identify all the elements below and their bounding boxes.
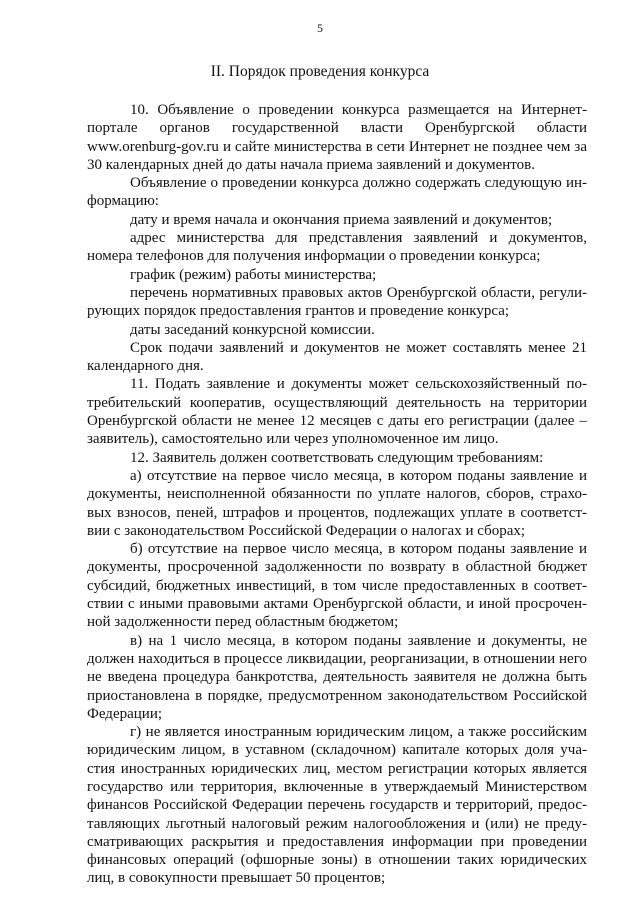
paragraph: адрес министерства для представления заявлений и документов, номера телефонов для получения информации о проведении конкурса; <box>87 230 587 265</box>
section-heading: II. Порядок проведения конкурса <box>210 63 430 80</box>
paragraph: даты заседаний конкурсной комиссии. <box>130 321 375 338</box>
paragraph: Объявление о проведении конкурса должно содержать следующую информацию: <box>87 175 587 210</box>
page-number: 5 <box>317 21 323 35</box>
paragraph: Срок подачи заявлений и документов не может составлять менее 21 календарного дня. <box>87 339 587 375</box>
paragraph: 11. Подать заявление и документы может сельскохозяйственный потребительский кооператив, осуществляющий деятельность на территории Оренбургской области не менее 12 месяцев с даты его регистрации (далее – заявитель), самостоятельно или через уполномоченное им лицо. <box>87 376 587 448</box>
paragraph: 12. Заявитель должен соответствовать следующим требованиям: <box>130 449 544 466</box>
paragraph: г) не является иностранным юридическим лицом, а также российским юридическим лицом, в уставном (складочном) капитале которых доля участия иностранных юридических лиц, местом регистрации которых является государство или территория, включенные в утверждаемый Министерством финансов Российской Федерации перечень государств и территорий, предоставляющих льготный налоговый режим налогообложения и (или) не предусматривающих раскрытия и предоставления информации при проведении финансовых операций (офшорные зоны) в отношении таких юридических лиц, в совокупности превышает 50 процентов; <box>87 724 587 887</box>
paragraph: перечень нормативных правовых актов Оренбургской области, регулирующих порядок предоставления грантов и проведение конкурса; <box>87 284 587 320</box>
paragraph: а) отсутствие на первое число месяца, в котором поданы заявление и документы, неисполненной обязанности по уплате налогов, сборов, страховых взносов, пеней, штрафов и процентов, подлежащих уплате в соответствии с законодательством Российской Федерации о налогах и сборах; <box>87 467 587 539</box>
paragraph: б) отсутствие на первое число месяца, в котором поданы заявление и документы, просроченной задолженности по возврату в областной бюджет субсидий, бюджетных инвестиций, в том числе предоставленных в соответствии с иными правовыми актами Оренбургской области, и иной просроченной задолженности перед областным бюджетом; <box>87 541 587 631</box>
paragraph: 10. Объявление о проведении конкурса размещается на Интернет-портале органов государственной власти Оренбургской области www.orenburg-gov.ru и сайте министерства в сети Интернет не позднее чем за 30 календарных дней до даты начала приема заявлений и документов. <box>87 102 587 173</box>
paragraph: дату и время начала и окончания приема заявлений и документов; <box>130 211 553 228</box>
paragraph: в) на 1 число месяца, в котором поданы заявление и документы, не должен находиться в процессе ликвидации, реорганизации, в отношении него не введена процедура банкротства, деятельность заявителя не должна быть приостановлена в порядке, предусмотренном законодательством Российской Федерации; <box>87 632 587 722</box>
document-body <box>87 101 587 888</box>
paragraph: график (режим) работы министерства; <box>130 266 377 283</box>
